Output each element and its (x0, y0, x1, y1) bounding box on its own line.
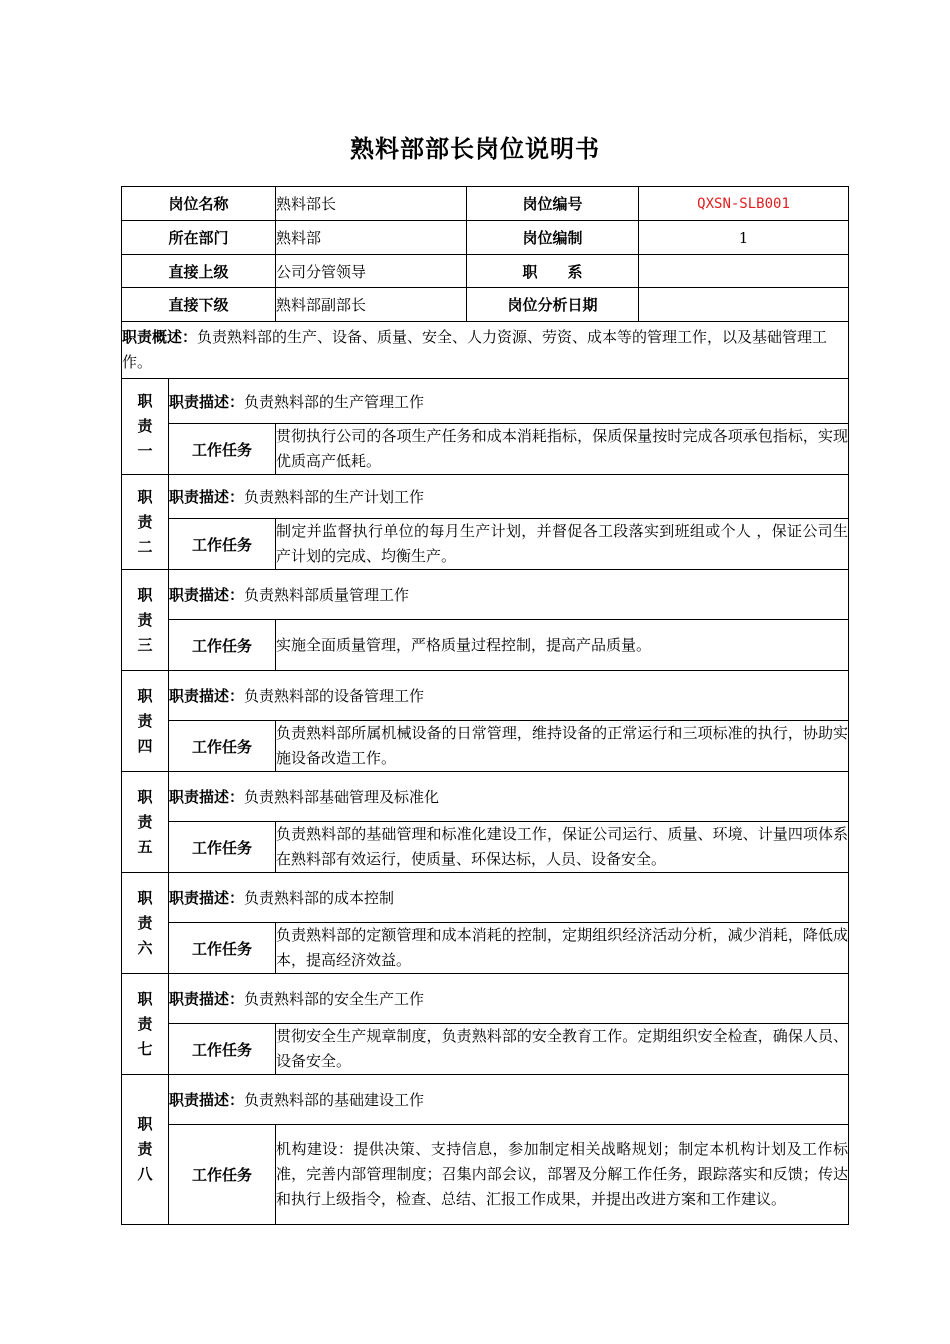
duty-description-row (122, 772, 849, 822)
task-text: 负责熟料部的基础管理和标准化建设工作，保证公司运行、质量、环境、计量四项体系在熟料部有效运行，使质量、环保达标，人员、设备安全。 (276, 822, 849, 873)
department-value: 熟料部 (276, 221, 467, 255)
duty-description-text: 负责熟料部的设备管理工作 (244, 687, 425, 705)
duty-description (169, 1075, 849, 1125)
duty-task-row (122, 424, 849, 475)
duty-description-row (122, 974, 849, 1024)
duty-number-char: 责 (137, 913, 153, 932)
duty-task-row (122, 721, 849, 772)
summary-cell (122, 322, 849, 379)
duty-number-char: 责 (137, 711, 153, 730)
duty-number (122, 475, 169, 570)
duty-number-char: 责 (137, 812, 153, 831)
duty-number-char: 责 (137, 610, 153, 629)
duty-number-char: 职 (137, 989, 153, 1008)
duty-number (122, 974, 169, 1075)
duty-number (122, 772, 169, 873)
duty-number-char: 职 (137, 787, 153, 806)
job-name-value: 熟料部长 (276, 187, 467, 221)
duty-description-text: 负责熟料部的成本控制 (244, 889, 395, 907)
duties-section (122, 379, 849, 1225)
duty-task-row (122, 1024, 849, 1075)
duty-number-char: 职 (137, 392, 153, 410)
duty-description-text: 负责熟料部的安全生产工作 (244, 990, 425, 1008)
duty-number-char: 职 (137, 487, 153, 506)
duty-description-label: 职责描述： (169, 687, 245, 705)
task-label: 工作任务 (169, 721, 276, 772)
task-text: 贯彻安全生产规章制度，负责熟料部的安全教育工作。定期组织安全检查，确保人员、设备安全。 (276, 1024, 849, 1075)
analysis-date-value (639, 288, 849, 322)
duty-task-row (122, 1125, 849, 1225)
task-text: 负责熟料部所属机械设备的日常管理，维持设备的正常运行和三项标准的执行，协助实施设备改造工作。 (276, 721, 849, 772)
duty-description-label: 职责描述： (169, 1091, 245, 1109)
header-row (122, 255, 849, 288)
duty-number-char: 六 (137, 938, 153, 957)
duty-description (169, 671, 849, 721)
duty-number (122, 570, 169, 671)
duty-description (169, 772, 849, 822)
duty-number-char: 职 (137, 686, 153, 705)
duty-number (122, 873, 169, 974)
duty-description-label: 职责描述： (169, 788, 245, 806)
task-label: 工作任务 (169, 519, 276, 570)
duty-number (122, 1075, 169, 1225)
duty-number-char: 责 (137, 417, 153, 435)
duty-description-text: 负责熟料部的基础建设工作 (244, 1091, 425, 1109)
field-label: 直接下级 (122, 288, 276, 322)
job-code-value: QXSN-SLB001 (639, 187, 849, 221)
duty-description-text: 负责熟料部基础管理及标准化 (244, 788, 440, 806)
header-row (122, 221, 849, 255)
duty-description (169, 873, 849, 923)
header-row (122, 288, 849, 322)
task-text: 贯彻执行公司的各项生产任务和成本消耗指标，保质保量按时完成各项承包指标，实现优质高产低耗。 (276, 424, 849, 475)
duty-description-label: 职责描述： (169, 990, 245, 1008)
task-text: 制定并监督执行单位的每月生产计划，并督促各工段落实到班组或个人 ，保证公司生产计划的完成、均衡生产。 (276, 519, 849, 570)
task-label: 工作任务 (169, 1024, 276, 1075)
headcount-value: 1 (639, 221, 849, 255)
task-text: 机构建设：提供决策、支持信息，参加制定相关战略规划；制定本机构计划及工作标准，完善内部管理制度；召集内部会议，部署及分解工作任务，跟踪落实和反馈；传达和执行上级指令，检查、总结、汇报工作成果，并提出改进方案和工作建议。 (276, 1125, 849, 1225)
duty-number (122, 379, 169, 475)
duty-description (169, 379, 849, 424)
duty-number-char: 职 (137, 888, 153, 907)
duty-number-char: 七 (137, 1039, 153, 1058)
job-series-value (639, 255, 849, 288)
task-text: 负责熟料部的定额管理和成本消耗的控制，定期组织经济活动分析，减少消耗，降低成本，提高经济效益。 (276, 923, 849, 974)
summary-label: 职责概述： (122, 328, 198, 346)
field-label: 岗位编号 (467, 187, 639, 221)
duty-description-row (122, 475, 849, 519)
page-title: 熟料部部长岗位说明书 (350, 134, 600, 163)
duty-number-char: 职 (137, 585, 153, 604)
task-label: 工作任务 (169, 923, 276, 974)
duty-description-row (122, 1075, 849, 1125)
duty-description-label: 职责描述： (169, 488, 245, 506)
duty-number-char: 责 (137, 512, 153, 531)
duty-number-char: 职 (137, 1115, 153, 1133)
field-label: 岗位分析日期 (467, 288, 639, 322)
duty-number-char: 三 (137, 635, 153, 654)
duty-description-row (122, 671, 849, 721)
job-description-table (121, 186, 849, 1225)
task-label: 工作任务 (169, 822, 276, 873)
duty-description-row (122, 570, 849, 620)
duty-number-char: 八 (137, 1165, 153, 1183)
duty-number-char: 责 (137, 1140, 153, 1158)
subordinate-value: 熟料部副部长 (276, 288, 467, 322)
duty-description-label: 职责描述： (169, 392, 245, 411)
duty-number-char: 五 (137, 837, 153, 856)
duty-number-char: 责 (137, 1014, 153, 1033)
field-label: 直接上级 (122, 255, 276, 288)
duty-description-text: 负责熟料部质量管理工作 (244, 586, 410, 604)
duty-description (169, 974, 849, 1024)
duty-description-row (122, 379, 849, 424)
duty-description (169, 570, 849, 620)
field-label: 职 系 (467, 255, 639, 288)
duty-description-label: 职责描述： (169, 889, 245, 907)
field-label: 岗位名称 (122, 187, 276, 221)
duty-task-row (122, 822, 849, 873)
duty-description-row (122, 873, 849, 923)
task-text: 实施全面质量管理，严格质量过程控制，提高产品质量。 (276, 620, 849, 671)
duty-task-row (122, 519, 849, 570)
duty-description-text: 负责熟料部的生产计划工作 (244, 488, 425, 506)
task-label: 工作任务 (169, 1125, 276, 1225)
field-label: 所在部门 (122, 221, 276, 255)
header-row (122, 187, 849, 221)
duty-task-row (122, 620, 849, 671)
duty-number-char: 二 (137, 537, 153, 556)
summary-row (122, 322, 849, 379)
duty-task-row (122, 923, 849, 974)
duty-number-char: 一 (137, 442, 153, 460)
duty-description (169, 475, 849, 519)
summary-text: 负责熟料部的生产、设备、质量、安全、人力资源、劳资、成本等的管理工作，以及基础管理工作。 (122, 328, 828, 371)
duty-number (122, 671, 169, 772)
duty-description-label: 职责描述： (169, 586, 245, 604)
task-label: 工作任务 (169, 620, 276, 671)
supervisor-value: 公司分管领导 (276, 255, 467, 288)
duty-number-char: 四 (137, 736, 153, 755)
task-label: 工作任务 (169, 424, 276, 475)
duty-description-text: 负责熟料部的生产管理工作 (244, 392, 425, 411)
field-label: 岗位编制 (467, 221, 639, 255)
